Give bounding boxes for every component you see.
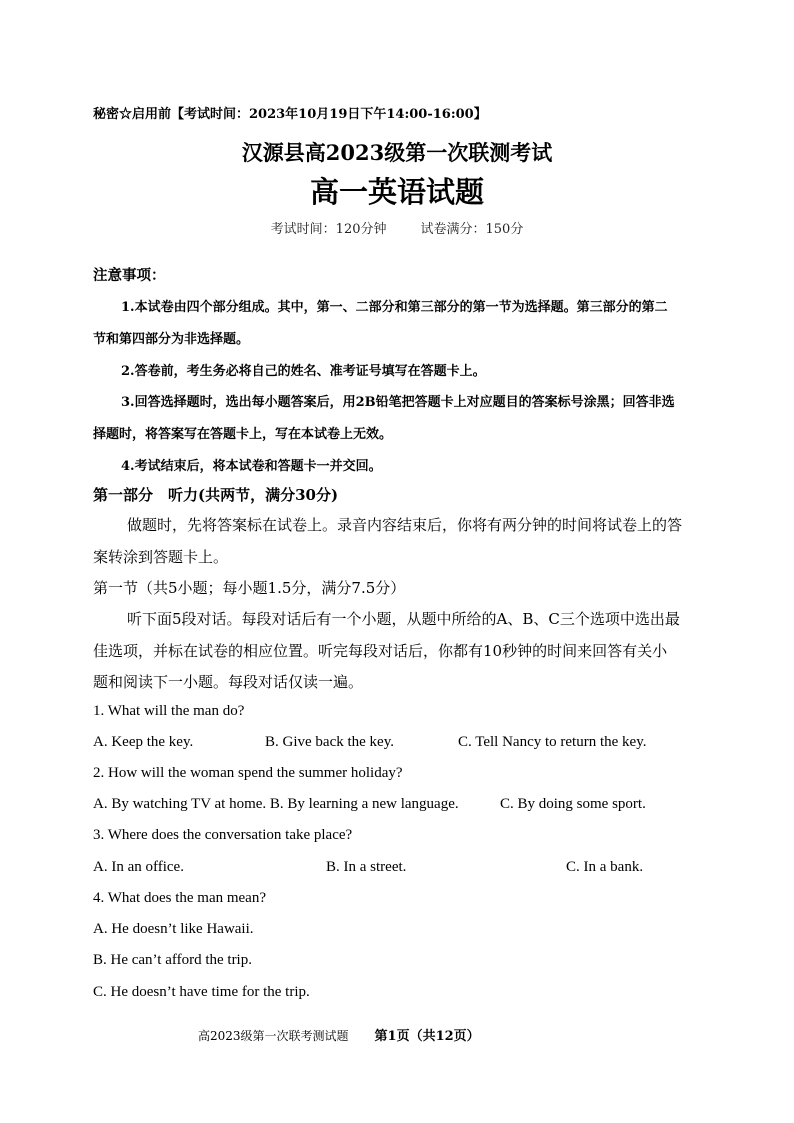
question-2-option-c: C. By doing some sport. (500, 796, 646, 812)
part1-heading: 第一部分 听力(共两节，满分30分) (93, 486, 339, 504)
confidential-notice: 秘密☆启用前【考试时间：2023年10月19日下午14:00-16:00】 (93, 107, 487, 122)
question-1-option-a: A. Keep the key. (93, 734, 194, 750)
note-item-3-line-1: 3.回答选择题时，选出每小题答案后，用2B铅笔把答题卡上对应题目的答案标号涂黑；回答非选 (121, 395, 675, 410)
section1-instructions-line-1: 听下面5段对话。每段对话后有一个小题，从题中所给的A、B、C三个选项中选出最 (127, 610, 680, 628)
subject-title: 高一英语试题 (309, 175, 484, 209)
exam-duration: 考试时间：120分钟 (270, 222, 387, 237)
notes-heading: 注意事项： (93, 267, 166, 284)
note-item-3-line-2: 择题时，将答案写在答题卡上，写在本试卷上无效。 (93, 427, 393, 442)
note-item-1-line-2: 节和第四部分为非选择题。 (93, 332, 250, 347)
section1-instructions-line-3: 题和阅读下一小题。每段对话仅读一遍。 (93, 673, 364, 691)
question-1-option-c: C. Tell Nancy to return the key. (458, 734, 647, 750)
question-3-option-a: A. In an office. (93, 859, 184, 875)
part1-intro-line-2: 案转涂到答题卡上。 (93, 548, 229, 566)
exam-meta (0, 218, 794, 237)
page-footer (198, 1025, 480, 1044)
footer-exam-name: 高2023级第一次联考测试题 (198, 1029, 349, 1043)
question-4-stem: 4. What does the man mean? (93, 890, 266, 906)
question-4-option-c: C. He doesn’t have time for the trip. (93, 984, 310, 1000)
note-item-4: 4.考试结束后，将本试卷和答题卡一并交回。 (121, 459, 382, 474)
section1-instructions-line-2: 佳选项，并标在试卷的相应位置。听完每段对话后，你都有10秒钟的时间来回答有关小 (93, 642, 668, 660)
footer-page-number: 第1页（共12页） (374, 1029, 480, 1044)
question-1-stem: 1. What will the man do? (93, 703, 245, 719)
note-item-2: 2.答卷前，考生务必将自己的姓名、准考证号填写在答题卡上。 (121, 364, 486, 379)
question-2-stem: 2. How will the woman spend the summer holiday? (93, 765, 403, 781)
part1-intro-line-1: 做题时，先将答案标在试卷上。录音内容结束后，你将有两分钟的时间将试卷上的答 (127, 516, 683, 534)
section1-heading: 第一节（共5小题；每小题1.5分，满分7.5分） (93, 579, 406, 597)
question-2-options-ab: A. By watching TV at home. B. By learning a new language. (93, 796, 459, 812)
exam-title: 汉源县高2023级第一次联测考试 (241, 140, 553, 165)
note-item-1-line-1: 1.本试卷由四个部分组成。其中，第一、二部分和第三部分的第一节为选择题。第三部分的第二 (121, 300, 668, 315)
question-4-option-a: A. He doesn’t like Hawaii. (93, 921, 254, 937)
question-1-option-b: B. Give back the key. (265, 734, 394, 750)
question-3-option-b: B. In a street. (326, 859, 407, 875)
question-3-option-c: C. In a bank. (566, 859, 644, 875)
question-4-option-b: B. He can’t afford the trip. (93, 952, 252, 968)
question-3-stem: 3. Where does the conversation take place? (93, 827, 353, 843)
exam-full-score: 试卷满分：150分 (420, 222, 524, 237)
